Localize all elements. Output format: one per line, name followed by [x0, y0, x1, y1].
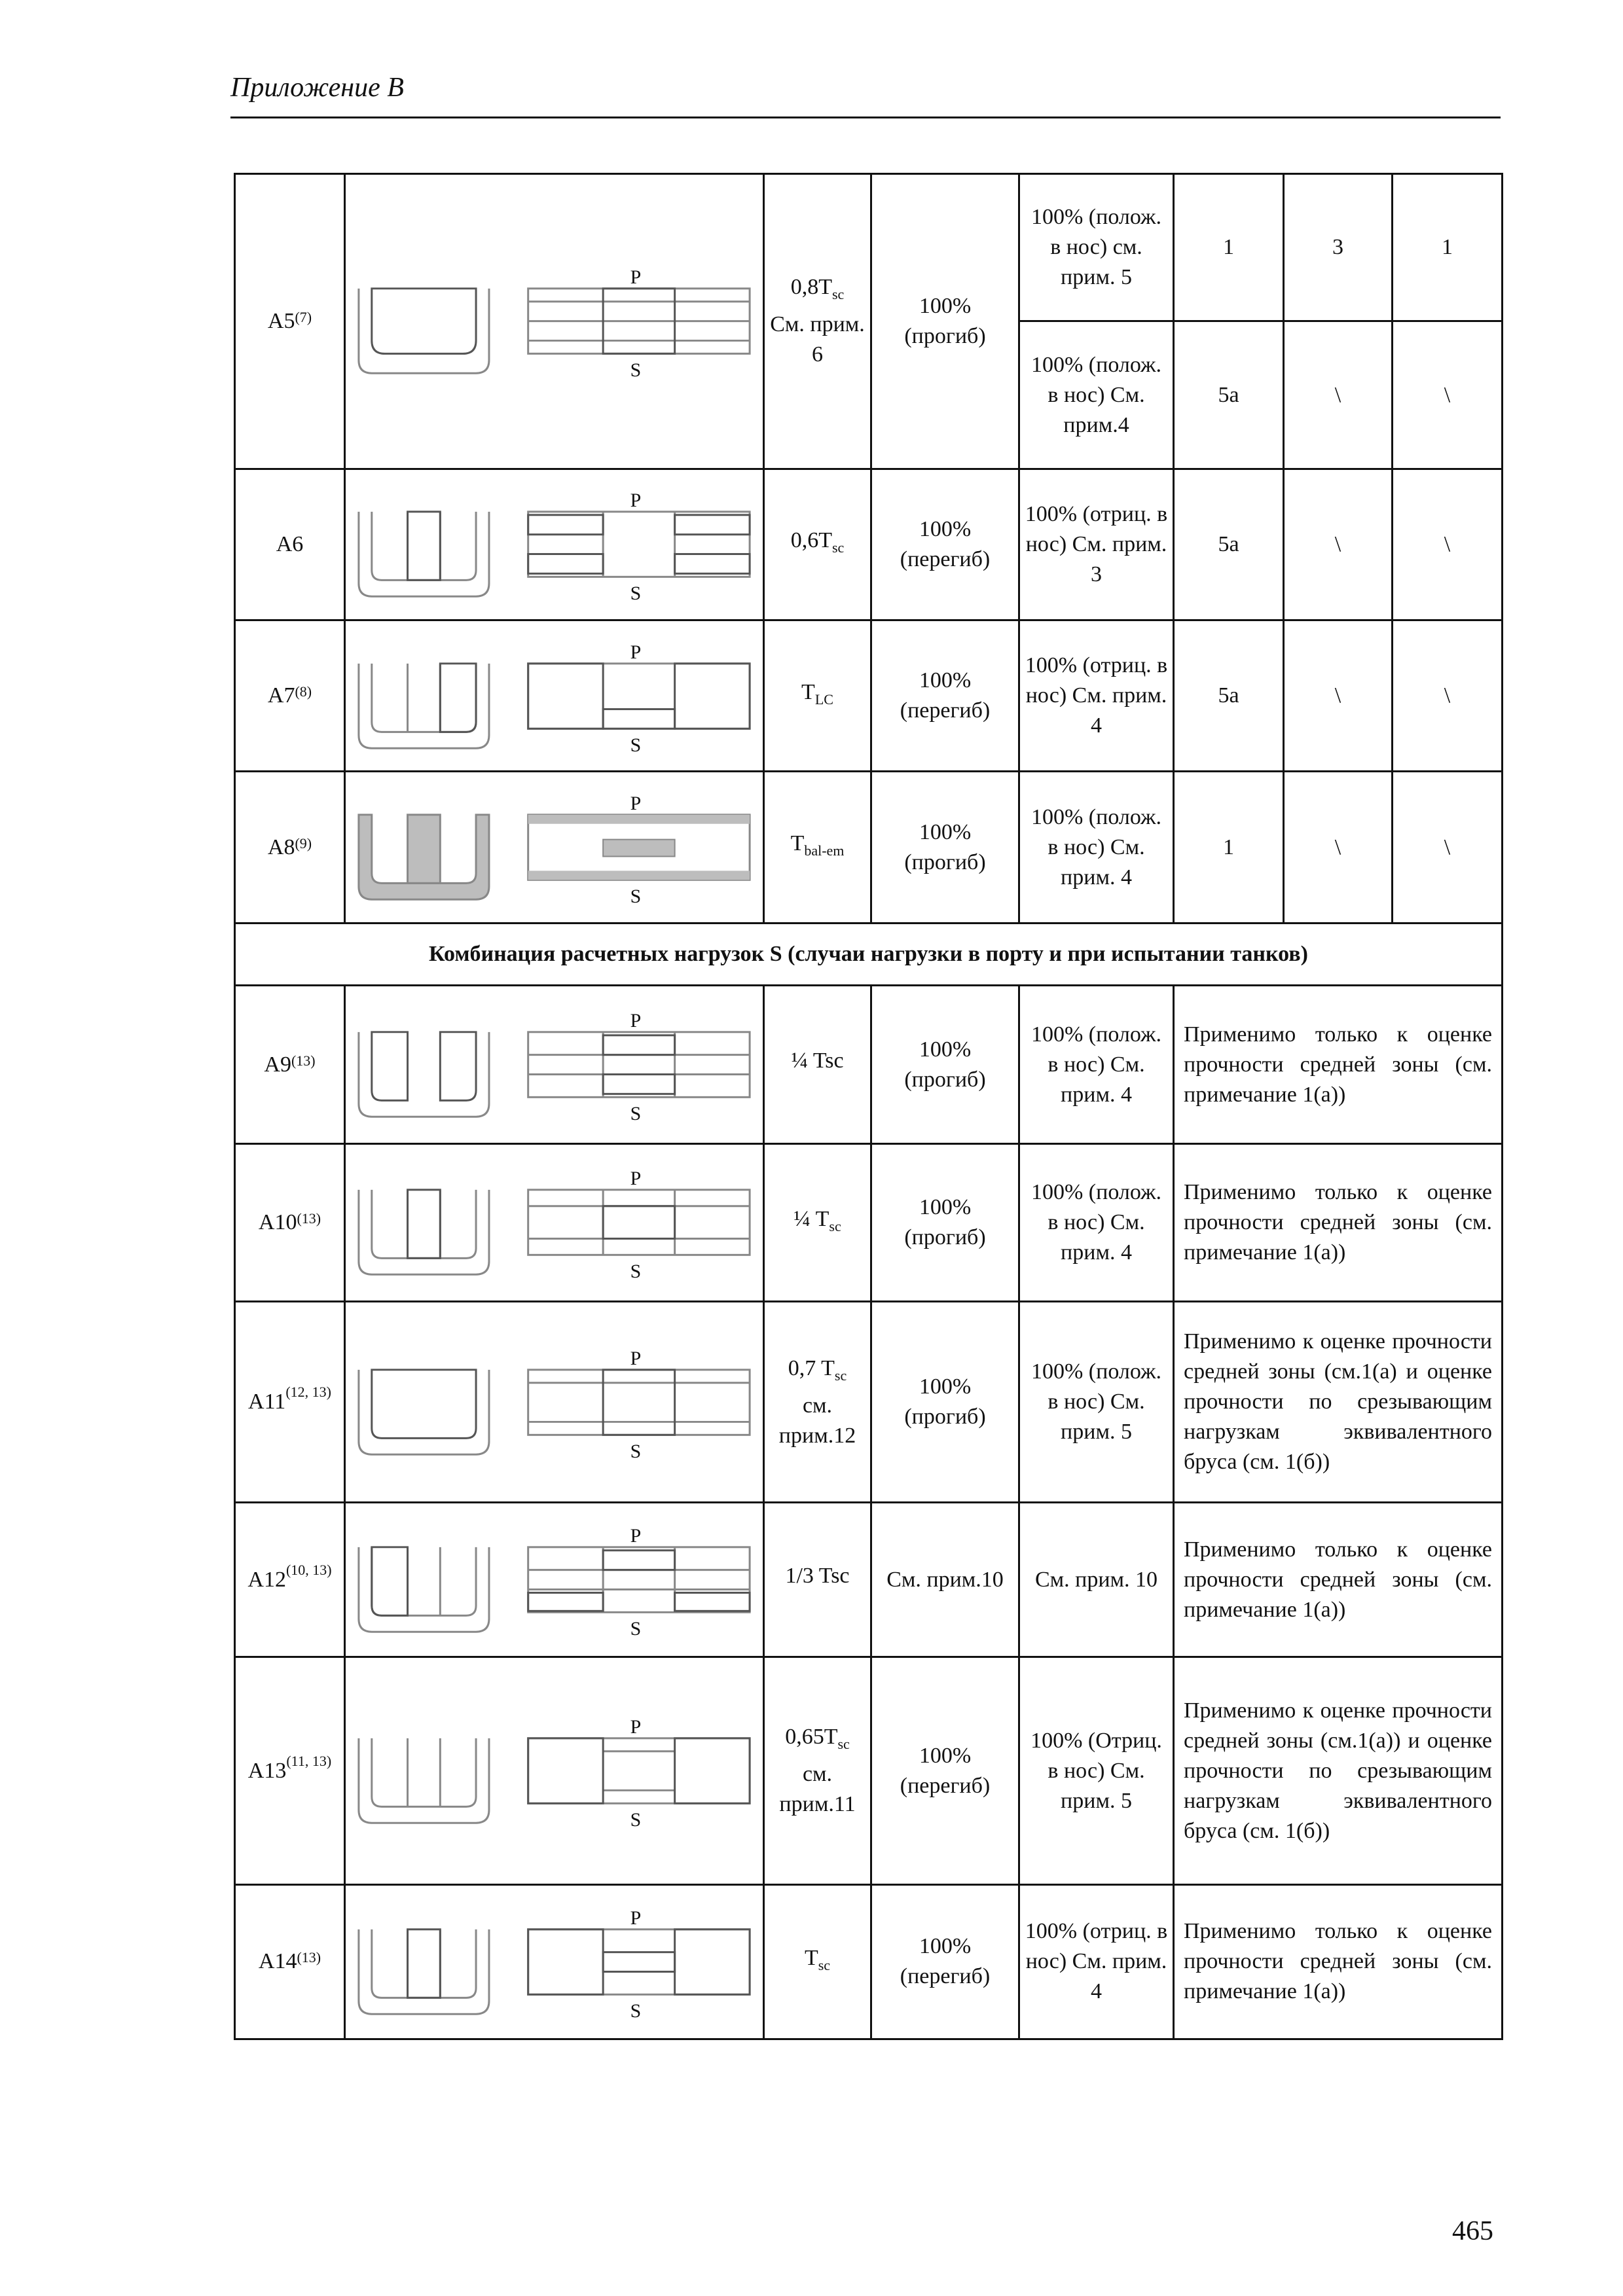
diagram-label-s: S — [630, 1618, 642, 1639]
tank-loading-diagram — [346, 1006, 763, 1123]
note-cell: Применимо только к оценке прочности средней зоны (см. примечание 1(а)) — [1174, 1143, 1503, 1301]
coef-cell-1: 1 — [1174, 174, 1284, 321]
draft-cell: $0,6T_{sc}$ — [764, 469, 871, 620]
load-case-id: A13(11, 13) — [235, 1657, 345, 1884]
load-case-diagram — [345, 1884, 764, 2039]
coef-cell-2: 3 — [1284, 174, 1393, 321]
table-row — [235, 986, 1503, 1143]
pressure-cell: 100% (отриц. в нос) См. прим. 3 — [1019, 469, 1174, 620]
pressure-cell: 100% (полож. в нос) См. прим. 4 — [1019, 772, 1174, 923]
table-row — [235, 1302, 1503, 1503]
coef-cell-3: \ — [1393, 620, 1503, 772]
pressure-cell: 100% (полож. в нос) См. прим. 4 — [1019, 986, 1174, 1143]
draft-cell: $T_{LC}$ — [764, 620, 871, 772]
load-case-id: A6 — [235, 469, 345, 620]
table-row — [235, 620, 1503, 772]
diagram-label-p: P — [630, 490, 642, 512]
diagram-label-p: P — [630, 1168, 642, 1190]
load-case-diagram — [345, 772, 764, 923]
load-case-id: A8$^{(9)}$ — [235, 772, 345, 923]
draft-cell: $T_{sc}$ — [764, 1884, 871, 2039]
diagram-label-p: P — [630, 1009, 642, 1031]
load-case-diagram — [345, 1657, 764, 1884]
coef-cell-3: 1 — [1393, 174, 1503, 321]
table-row — [235, 923, 1503, 986]
coef-cell-1: 5a — [1174, 469, 1284, 620]
coef-cell-3: \ — [1393, 469, 1503, 620]
load-case-diagram — [345, 1503, 764, 1657]
moment-cell: 100% (прогиб) — [871, 174, 1019, 469]
page-header-title: Приложение В — [230, 73, 404, 103]
load-case-id: A11(12, 13) — [235, 1302, 345, 1503]
tank-loading-diagram — [346, 1903, 763, 2020]
diagram-label-s: S — [630, 583, 642, 603]
moment-cell: См. прим.10 — [871, 1503, 1019, 1657]
page-number: 465 — [1452, 2216, 1493, 2246]
moment-cell: 100% (прогиб) — [871, 772, 1019, 923]
load-case-id: A5$^{(7)}$ — [235, 174, 345, 469]
pressure-cell: 100% (полож. в нос) См. прим. 4 — [1019, 1143, 1174, 1301]
draft-cell: ¼ Tsc — [764, 986, 871, 1143]
draft-cell: $T_{bal-em}$ — [764, 772, 871, 923]
diagram-label-s: S — [630, 1440, 642, 1461]
coef-cell-3: \ — [1393, 321, 1503, 469]
moment-cell: 100% (прогиб) — [871, 1143, 1019, 1301]
section-heading: Комбинация расчетных нагрузок S (случаи нагрузки в порту и при испытании танков) — [235, 923, 1503, 986]
note-cell: Применимо только к оценке прочности средней зоны (см. примечание 1(а)) — [1174, 1503, 1503, 1657]
diagram-label-s: S — [630, 1261, 642, 1282]
diagram-label-s: S — [630, 1809, 642, 1830]
note-cell: Применимо к оценке прочности средней зоны (см.1(а) и оценке прочности по срезывающим нагрузкам эквивалентного бруса (см. 1(б)) — [1174, 1302, 1503, 1503]
load-case-id: A7$^{(8)}$ — [235, 620, 345, 772]
draft-cell: $0,8T_{sc}$ См. прим. 6 — [764, 174, 871, 469]
coef-cell-1: 5a — [1174, 620, 1284, 772]
coef-cell-2: \ — [1284, 321, 1393, 469]
pressure-cell: 100% (Отриц. в нос) См. прим. 5 — [1019, 1657, 1174, 1884]
pressure-cell: 100% (отриц. в нос) См. прим. 4 — [1019, 620, 1174, 772]
header-rule — [230, 117, 1501, 118]
load-case-id: A12(10, 13) — [235, 1503, 345, 1657]
load-case-id: A10$^{(13)}$ — [235, 1143, 345, 1301]
draft-cell: ¼ $T_{sc}$ — [764, 1143, 871, 1301]
load-case-id: A14$^{(13)}$ — [235, 1884, 345, 2039]
tank-loading-diagram — [346, 1164, 763, 1281]
load-case-diagram — [345, 986, 764, 1143]
moment-cell: 100% (прогиб) — [871, 1302, 1019, 1503]
pressure-cell: 100% (полож. в нос) см. прим. 5 — [1019, 174, 1174, 321]
table-row — [235, 772, 1503, 923]
moment-cell: 100% (перегиб) — [871, 469, 1019, 620]
table-row — [235, 469, 1503, 620]
load-case-diagram — [345, 469, 764, 620]
coef-cell-3: \ — [1393, 772, 1503, 923]
pressure-cell: 100% (полож. в нос) См. прим. 5 — [1019, 1302, 1174, 1503]
table-row — [235, 1503, 1503, 1657]
diagram-label-s: S — [630, 359, 642, 380]
tank-loading-diagram — [346, 1344, 763, 1461]
coef-cell-1: 1 — [1174, 772, 1284, 923]
diagram-label-p: P — [630, 1525, 642, 1547]
draft-cell: $0,65T_{sc}$ см. прим.11 — [764, 1657, 871, 1884]
draft-cell: 0,7 $T_{sc}$ см. прим.12 — [764, 1302, 871, 1503]
moment-cell: 100% (перегиб) — [871, 620, 1019, 772]
table-row — [235, 1884, 1503, 2039]
coef-cell-2: \ — [1284, 469, 1393, 620]
load-case-diagram — [345, 174, 764, 469]
load-case-diagram — [345, 1143, 764, 1301]
diagram-label-s: S — [630, 2000, 642, 2020]
diagram-label-s: S — [630, 1103, 642, 1124]
table-row — [235, 174, 1503, 321]
load-case-diagram — [345, 1302, 764, 1503]
coef-cell-2: \ — [1284, 620, 1393, 772]
pressure-cell: См. прим. 10 — [1019, 1503, 1174, 1657]
load-case-diagram — [345, 620, 764, 772]
note-cell: Применимо только к оценке прочности средней зоны (см. примечание 1(а)) — [1174, 986, 1503, 1143]
moment-cell: 100% (перегиб) — [871, 1657, 1019, 1884]
tank-loading-diagram — [346, 637, 763, 755]
table-row — [235, 1143, 1503, 1301]
note-cell: Применимо к оценке прочности средней зоны (см.1(а)) и оценке прочности по срезывающим нагрузкам эквивалентного бруса (см. 1(б)) — [1174, 1657, 1503, 1884]
diagram-label-p: P — [630, 1715, 642, 1738]
diagram-label-s: S — [630, 734, 642, 755]
diagram-label-p: P — [630, 641, 642, 663]
diagram-label-p: P — [630, 266, 642, 289]
tank-loading-diagram — [346, 486, 763, 603]
moment-cell: 100% (перегиб) — [871, 1884, 1019, 2039]
draft-cell: 1/3 Tsc — [764, 1503, 871, 1657]
tank-loading-diagram — [346, 789, 763, 906]
pressure-cell: 100% (отриц. в нос) См. прим. 4 — [1019, 1884, 1174, 2039]
coef-cell-2: \ — [1284, 772, 1393, 923]
diagram-label-p: P — [630, 1907, 642, 1929]
tank-loading-diagram — [346, 1521, 763, 1638]
diagram-label-s: S — [630, 886, 642, 906]
diagram-label-p: P — [630, 1347, 642, 1369]
tank-loading-diagram — [346, 1712, 763, 1829]
load-case-id: A9$^{(13)}$ — [235, 986, 345, 1143]
table-row — [235, 1657, 1503, 1884]
coef-cell-1: 5a — [1174, 321, 1284, 469]
moment-cell: 100% (прогиб) — [871, 986, 1019, 1143]
note-cell: Применимо только к оценке прочности средней зоны (см. примечание 1(а)) — [1174, 1884, 1503, 2039]
diagram-label-p: P — [630, 792, 642, 814]
pressure-cell: 100% (полож. в нос) См. прим.4 — [1019, 321, 1174, 469]
tank-loading-diagram — [346, 262, 763, 380]
load-cases-table — [234, 173, 1503, 2040]
